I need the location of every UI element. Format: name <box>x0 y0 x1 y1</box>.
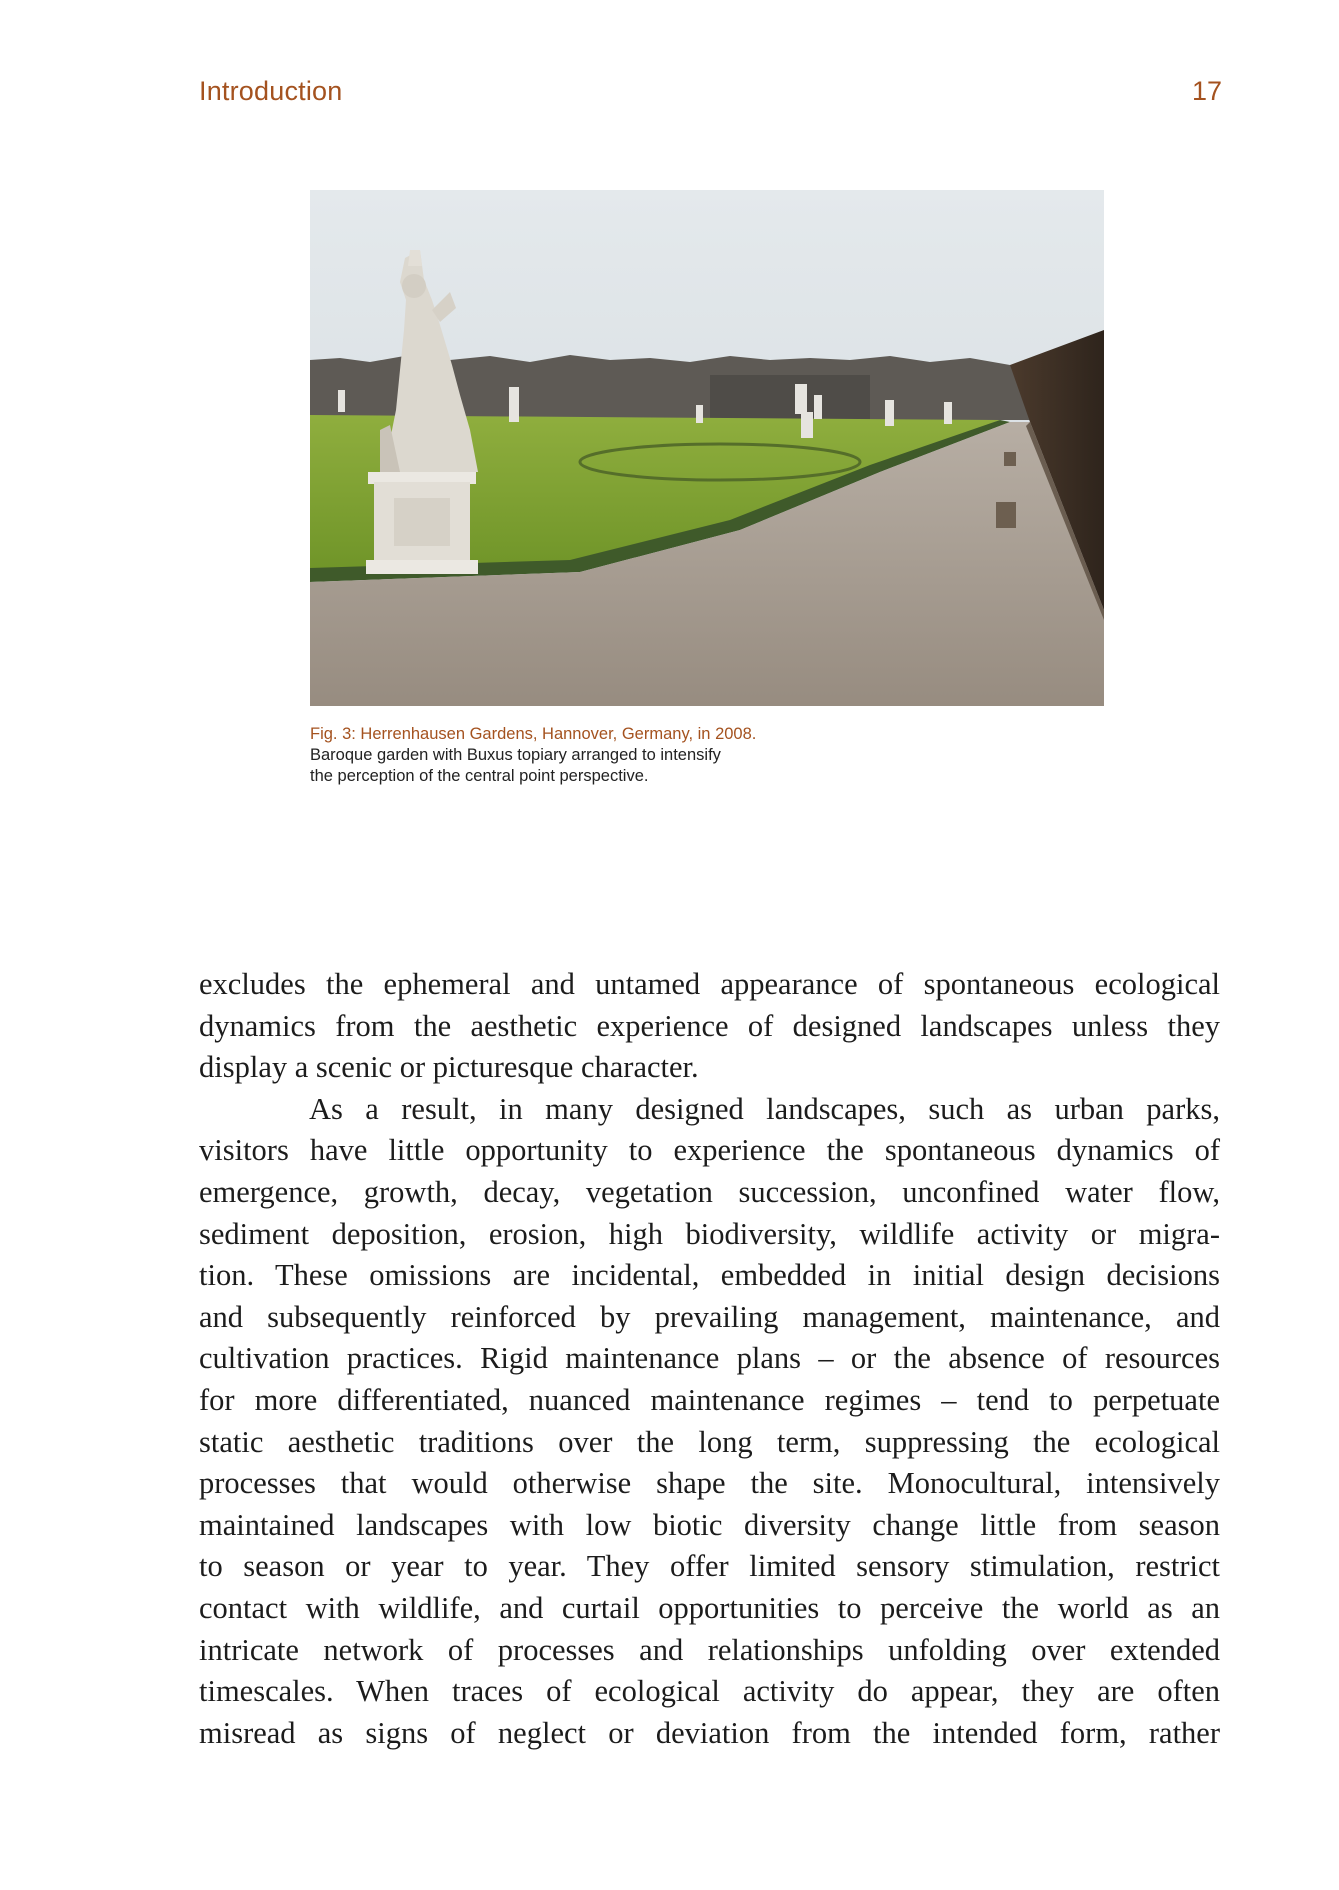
text-line: processes that would otherwise shape the site. Monocultural, intensively <box>199 1466 1220 1501</box>
figure-photo <box>310 190 1104 706</box>
caption-line: Baroque garden with Buxus topiary arranged to intensify <box>310 746 721 764</box>
text-line: for more differentiated, nuanced maintenance regimes – tend to perpetuate <box>199 1382 1220 1417</box>
page-number: 17 <box>1191 76 1222 106</box>
text-line: emergence, growth, decay, vegetation succession, unconfined water flow, <box>199 1174 1220 1209</box>
text-line: timescales. When traces of ecological activity do appear, they are often <box>199 1674 1220 1709</box>
body-text <box>199 964 1220 1754</box>
text-line: intricate network of processes and relationships unfolding over extended <box>199 1632 1220 1667</box>
text-line: As a result, in many designed landscapes, such as urban parks, <box>309 1091 1220 1126</box>
text-line: contact with wildlife, and curtail opportunities to perceive the world as an <box>199 1590 1220 1625</box>
text-line: dynamics from the aesthetic experience of designed landscapes unless they <box>199 1008 1220 1043</box>
text-line: tion. These omissions are incidental, embedded in initial design decisions <box>199 1258 1220 1293</box>
text-line: display a scenic or picturesque character. <box>199 1050 699 1085</box>
text-line: excludes the ephemeral and untamed appearance of spontaneous ecological <box>199 967 1220 1001</box>
text-line: sediment deposition, erosion, high biodiversity, wildlife activity or migra- <box>199 1216 1220 1251</box>
text-line: maintained landscapes with low biotic diversity change little from season <box>199 1507 1220 1542</box>
text-line: to season or year to year. They offer limited sensory stimulation, restrict <box>199 1549 1220 1584</box>
text-line: visitors have little opportunity to experience the spontaneous dynamics of <box>199 1133 1220 1168</box>
text-line: misread as signs of neglect or deviation from the intended form, rather <box>199 1715 1220 1750</box>
caption-line: the perception of the central point perspective. <box>310 767 649 785</box>
caption-title: Fig. 3: Herrenhausen Gardens, Hannover, Germany, in 2008. <box>310 725 757 743</box>
text-line: static aesthetic traditions over the long term, suppressing the ecological <box>199 1424 1220 1459</box>
running-head: Introduction <box>199 76 343 106</box>
text-line: and subsequently reinforced by prevailing management, maintenance, and <box>199 1299 1220 1334</box>
figure-caption <box>310 724 910 787</box>
text-line: cultivation practices. Rigid maintenance plans – or the absence of resources <box>199 1341 1220 1376</box>
